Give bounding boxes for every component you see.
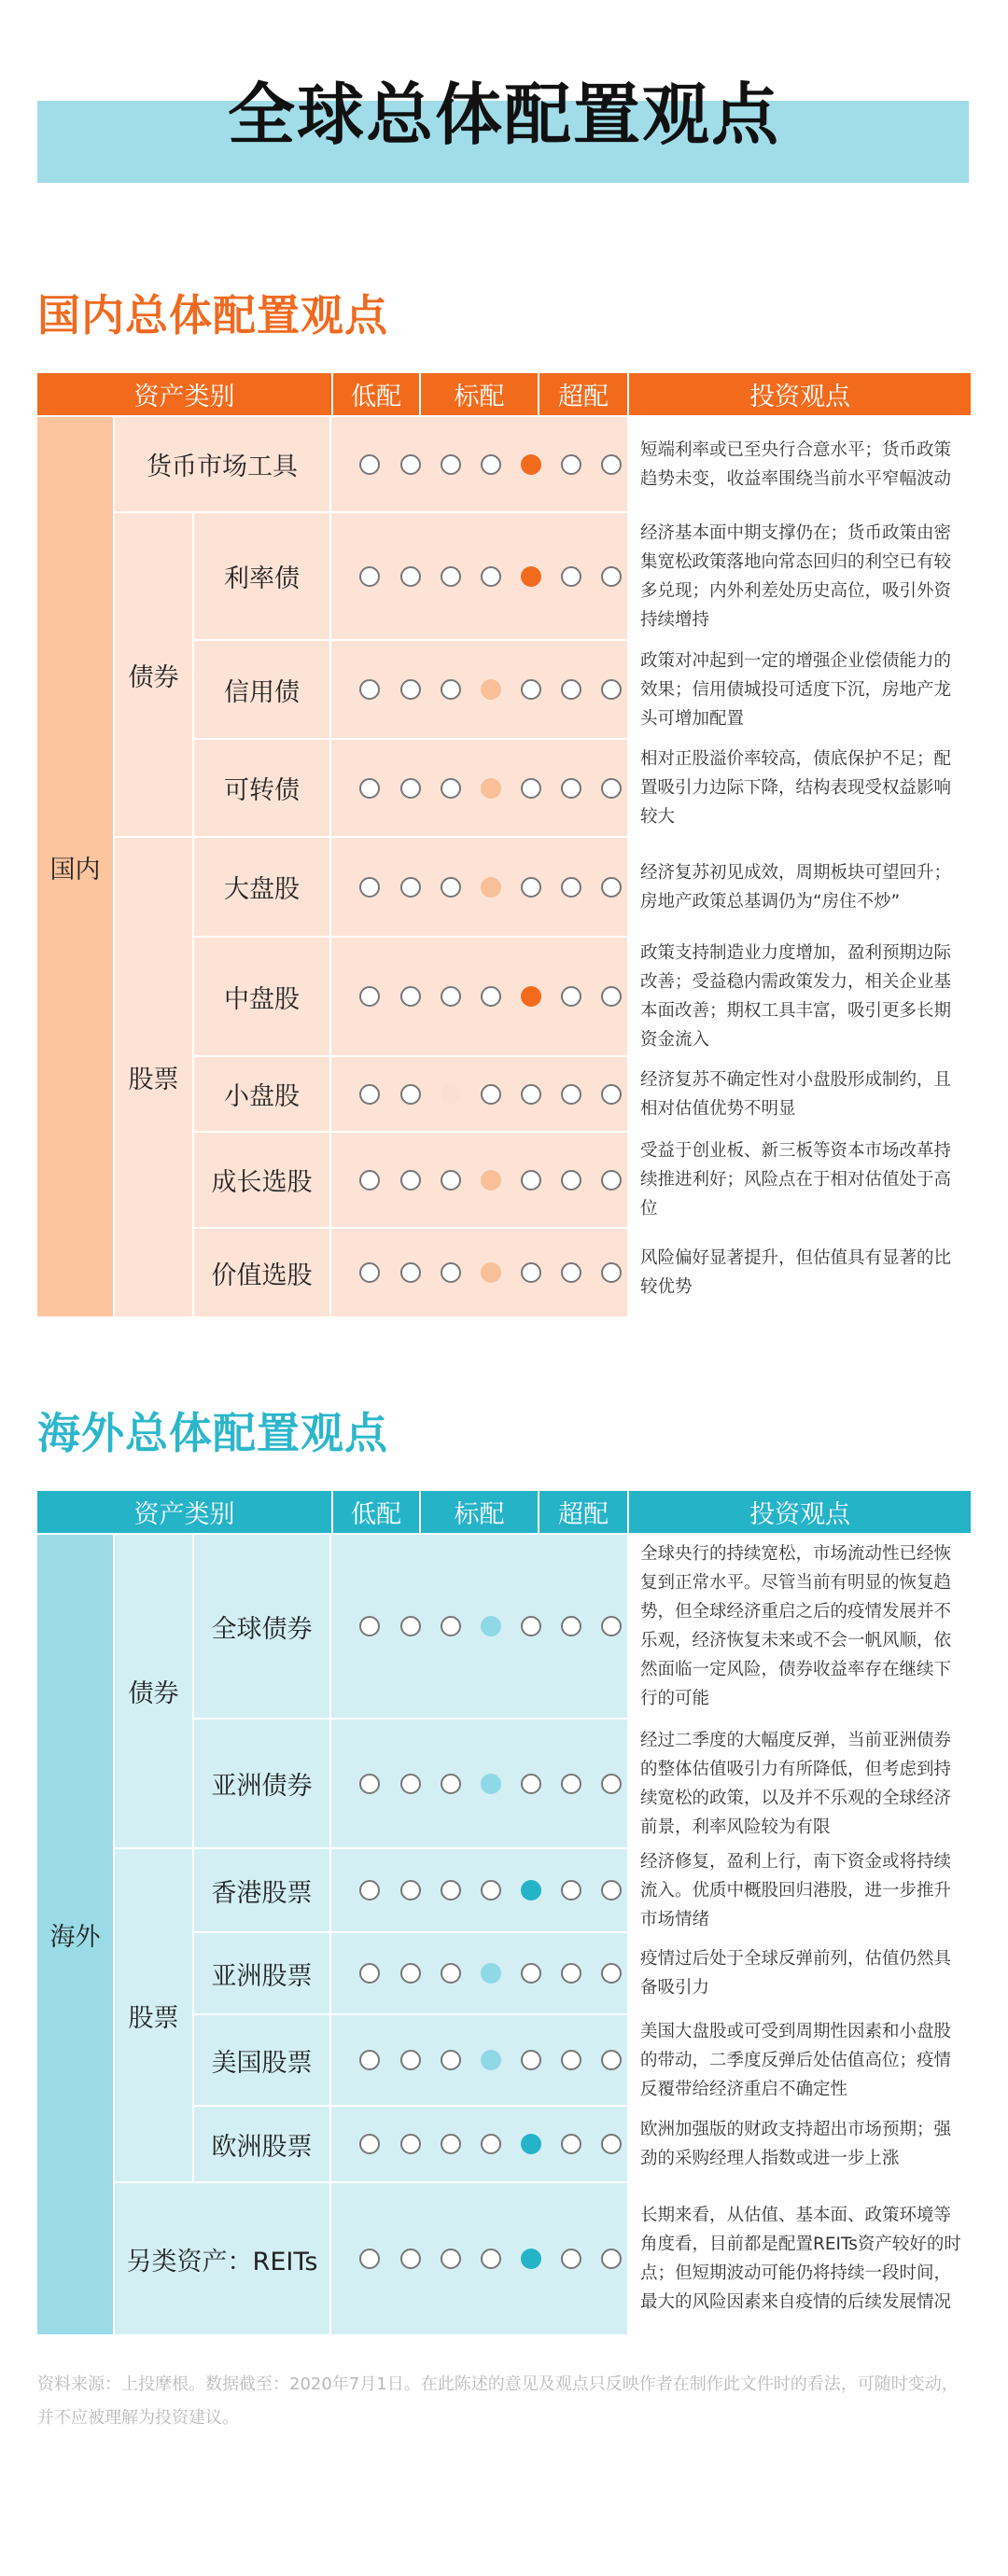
allocation-dot (400, 566, 421, 587)
allocation-dot (481, 566, 501, 587)
allocation-dot (601, 566, 622, 587)
allocation-dot (359, 454, 380, 475)
allocation-dot-selected (481, 1616, 501, 1636)
source-disclaimer: 资料来源：上投摩根。数据截至：2020年7月1日。在此陈述的意见及观点只反映作者在制作此文件时的看法，可随时变动，并不应被理解为投资建议。 (37, 2374, 959, 2428)
asset-group-label: 股票 (115, 1849, 192, 2181)
region-label: 国内 (37, 417, 113, 1316)
allocation-dot (400, 2134, 421, 2154)
allocation-dot (521, 1170, 541, 1191)
allocation-dot (441, 877, 461, 898)
asset-class-header: 资产类别 (37, 373, 331, 415)
allocation-dot (601, 1262, 622, 1283)
allocation-dot (359, 2134, 380, 2154)
allocation-dot (359, 778, 380, 799)
allocation-dot (400, 877, 421, 898)
overseas-section-title: 海外总体配置观点 (37, 1408, 388, 1458)
allocation-dot (359, 1170, 380, 1191)
investment-view-header: 投资观点 (629, 1491, 971, 1533)
allocation-dot (561, 1084, 581, 1105)
allocation-dot (601, 986, 622, 1007)
investment-view-text: 经过二季度的大幅度反弹，当前亚洲债券的整体估值吸引力有所降低，但考虑到持续宽松的政策，以及并不乐观的全球经济前景，利率风险较为有限 (640, 1730, 952, 1837)
allocation-dot (441, 1170, 461, 1191)
allocation-dot (521, 1774, 541, 1794)
asset-label: 信用债 (194, 641, 329, 738)
asset-label: 货币市场工具 (115, 417, 329, 511)
allocation-dot (441, 1880, 461, 1901)
allocation-dot (601, 2249, 622, 2269)
allocation-dot (601, 679, 622, 700)
allocation-dot (561, 1963, 581, 1984)
allocation-dot (561, 877, 581, 898)
allocation-dot (601, 1774, 622, 1794)
allocation-dot (359, 2249, 380, 2269)
asset-class-header: 资产类别 (37, 1491, 331, 1533)
allocation-dot (441, 566, 461, 587)
allocation-dot (441, 1963, 461, 1984)
allocation-dot-selected (481, 2050, 501, 2070)
allocation-dot (601, 1084, 622, 1105)
allocation-dot (601, 877, 622, 898)
allocation-dot (400, 986, 421, 1007)
allocation-dot (561, 2050, 581, 2070)
investment-view-text: 相对正股溢价率较高，债底保护不足；配置吸引力边际下降，结构表现受权益影响较大 (640, 749, 952, 827)
allocation-dot (521, 1616, 541, 1636)
allocation-dot (601, 1963, 622, 1984)
asset-group-label: 股票 (115, 838, 192, 1316)
allocation-dot (359, 2050, 380, 2070)
allocation-dot (521, 1262, 541, 1283)
allocation-dot (441, 1774, 461, 1794)
allocation-dot (561, 679, 581, 700)
investment-view-text: 经济基本面中期支撑仍在；货币政策由密集宽松政策落地向常态回归的利空已有较多兑现；内外利差处历史高位，吸引外资持续增持 (640, 522, 952, 630)
asset-label: 大盘股 (194, 838, 329, 936)
allocation-dot (400, 679, 421, 700)
allocation-dot (601, 2050, 622, 2070)
asset-label: 可转债 (194, 740, 329, 836)
allocation-dot (400, 1616, 421, 1636)
asset-label: 利率债 (194, 513, 329, 639)
allocation-dot (521, 778, 541, 799)
allocation-dot (521, 2050, 541, 2070)
allocation-dot (561, 2249, 581, 2269)
investment-view-text: 疫情过后处于全球反弹前列，估值仍然具备吸引力 (640, 1949, 952, 1998)
investment-view-text: 长期来看，从估值、基本面、政策环境等角度看，目前都是配置REITs资产较好的时点；但短期波动可能仍将持续一段时间，最大的风险因素来自疫情的后续发展情况 (640, 2206, 961, 2312)
allocation-dot-selected (481, 1262, 501, 1283)
asset-label: 香港股票 (194, 1849, 329, 1931)
asset-group-label: 债券 (115, 1535, 192, 1847)
allocation-dot (561, 1774, 581, 1794)
investment-view-text: 美国大盘股或可受到周期性因素和小盘股的带动，二季度反弹后处估值高位；疫情反覆带给经济重启不确定性 (640, 2021, 952, 2099)
allocation-dot (521, 679, 541, 700)
allocation-dot-selected (481, 1170, 501, 1191)
allocation-dot (400, 778, 421, 799)
allocation-dot (481, 2134, 501, 2154)
allocation-dot (400, 1774, 421, 1794)
allocation-dot (601, 2134, 622, 2154)
allocation-dot-selected (521, 2249, 541, 2269)
allocation-dot (359, 1963, 380, 1984)
asset-label: 成长选股 (194, 1133, 329, 1227)
asset-label: 小盘股 (194, 1057, 329, 1131)
allocation-dot (561, 1880, 581, 1901)
allocation-dot (400, 2249, 421, 2269)
asset-label: 中盘股 (194, 938, 329, 1055)
asset-label: 亚洲债券 (194, 1720, 329, 1847)
allocation-dot (441, 2249, 461, 2269)
investment-view-text: 经济复苏不确定性对小盘股形成制约，且相对估值优势不明显 (640, 1069, 952, 1119)
allocation-dot (359, 1616, 380, 1636)
domestic-section-title: 国内总体配置观点 (37, 290, 388, 341)
allocation-dot-selected (521, 566, 541, 587)
allocation-dot (400, 1880, 421, 1901)
allocation-dot (359, 1084, 380, 1105)
allocation-dot (441, 1262, 461, 1283)
investment-view-text: 政策支持制造业力度增加，盈利预期边际改善；受益稳内需政策发力，相关企业基本面改善；期权工具丰富，吸引更多长期资金流入 (640, 943, 952, 1050)
investment-view-text: 经济修复，盈利上行，南下资金或将持续流入。优质中概股回归港股，进一步推升市场情绪 (640, 1851, 952, 1929)
page-title: 全球总体配置观点 (227, 76, 780, 154)
allocation-dot (441, 454, 461, 475)
allocation-dot (441, 1616, 461, 1636)
allocation-dot (441, 778, 461, 799)
allocation-dot (400, 454, 421, 475)
asset-label: 全球债券 (194, 1535, 329, 1718)
investment-view-text: 受益于创业板、新三板等资本市场改革持续推进利好；风险点在于相对估值处于高位 (640, 1141, 952, 1218)
allocation-dot (400, 2050, 421, 2070)
asset-label: 另类资产：REITs (115, 2183, 329, 2334)
over-weight-header: 超配 (539, 1491, 627, 1533)
allocation-dot (561, 986, 581, 1007)
allocation-dot-selected (481, 877, 501, 898)
allocation-dot (441, 986, 461, 1007)
allocation-dot (561, 778, 581, 799)
allocation-dot (441, 679, 461, 700)
investment-view-text: 风险偏好显著提升，但估值具有显著的比较优势 (640, 1248, 952, 1297)
allocation-dot (561, 1616, 581, 1636)
allocation-dot (561, 566, 581, 587)
allocation-dot-selected (521, 454, 541, 475)
allocation-dot (521, 1084, 541, 1105)
allocation-dot (359, 1262, 380, 1283)
allocation-dot-selected (481, 1774, 501, 1794)
allocation-dot (400, 1084, 421, 1105)
allocation-dot (601, 454, 622, 475)
allocation-dot-selected (481, 1963, 501, 1984)
allocation-dot-selected (521, 2134, 541, 2154)
allocation-dot (561, 2134, 581, 2154)
allocation-dot (601, 1170, 622, 1191)
investment-view-text: 经济复苏初见成效，周期板块可望回升；房地产政策总基调仍为“房住不炒” (640, 862, 952, 912)
allocation-dot (400, 1963, 421, 1984)
allocation-dot (400, 1170, 421, 1191)
allocation-dot (561, 454, 581, 475)
allocation-dot-selected (521, 986, 541, 1007)
allocation-dot (601, 1880, 622, 1901)
allocation-dot-selected (441, 1084, 461, 1105)
standard-weight-header: 标配 (421, 1491, 538, 1533)
allocation-dot (601, 1616, 622, 1636)
allocation-dot (521, 877, 541, 898)
allocation-dot (601, 778, 622, 799)
allocation-dot (521, 1963, 541, 1984)
investment-view-text: 政策对冲起到一定的增强企业偿债能力的效果；信用债城投可适度下沉，房地产龙头可增加配置 (640, 650, 952, 729)
asset-label: 欧洲股票 (194, 2107, 329, 2181)
allocation-dot-selected (481, 679, 501, 700)
allocation-dot (561, 1262, 581, 1283)
allocation-dot (400, 1262, 421, 1283)
allocation-dot (359, 877, 380, 898)
allocation-dot (481, 2249, 501, 2269)
allocation-dot (441, 2134, 461, 2154)
allocation-dot (441, 2050, 461, 2070)
allocation-dot (359, 1880, 380, 1901)
allocation-dot (481, 986, 501, 1007)
allocation-dot (359, 986, 380, 1007)
allocation-dot-selected (481, 778, 501, 799)
low-weight-header: 低配 (333, 373, 419, 415)
investment-view-text: 短端利率或已至央行合意水平；货币政策趋势未变，收益率围绕当前水平窄幅波动 (640, 439, 952, 489)
allocation-dot (481, 454, 501, 475)
allocation-dot (359, 679, 380, 700)
asset-label: 亚洲股票 (194, 1933, 329, 2013)
low-weight-header: 低配 (333, 1491, 419, 1533)
allocation-dot (359, 566, 380, 587)
over-weight-header: 超配 (539, 373, 627, 415)
allocation-dot (481, 1880, 501, 1901)
investment-view-header: 投资观点 (629, 373, 971, 415)
asset-group-label: 债券 (115, 513, 192, 836)
allocation-dot (481, 1084, 501, 1105)
asset-label: 美国股票 (194, 2015, 329, 2105)
investment-view-text: 欧洲加强版的财政支持超出市场预期；强劲的采购经理人指数或进一步上涨 (640, 2120, 952, 2168)
investment-view-text: 全球央行的持续宽松，市场流动性已经恢复到正常水平。尽管当前有明显的恢复趋势，但全球经济重启之后的疫情发展并不乐观，经济恢复未来或不会一帆风顺，依然面临一定风险，债券收益率存在继续下行的可能 (640, 1544, 952, 1708)
standard-weight-header: 标配 (421, 373, 538, 415)
allocation-dot (359, 1774, 380, 1794)
region-label: 海外 (37, 1535, 113, 2334)
allocation-dot-selected (521, 1880, 541, 1901)
asset-label: 价值选股 (194, 1229, 329, 1316)
allocation-dot (561, 1170, 581, 1191)
